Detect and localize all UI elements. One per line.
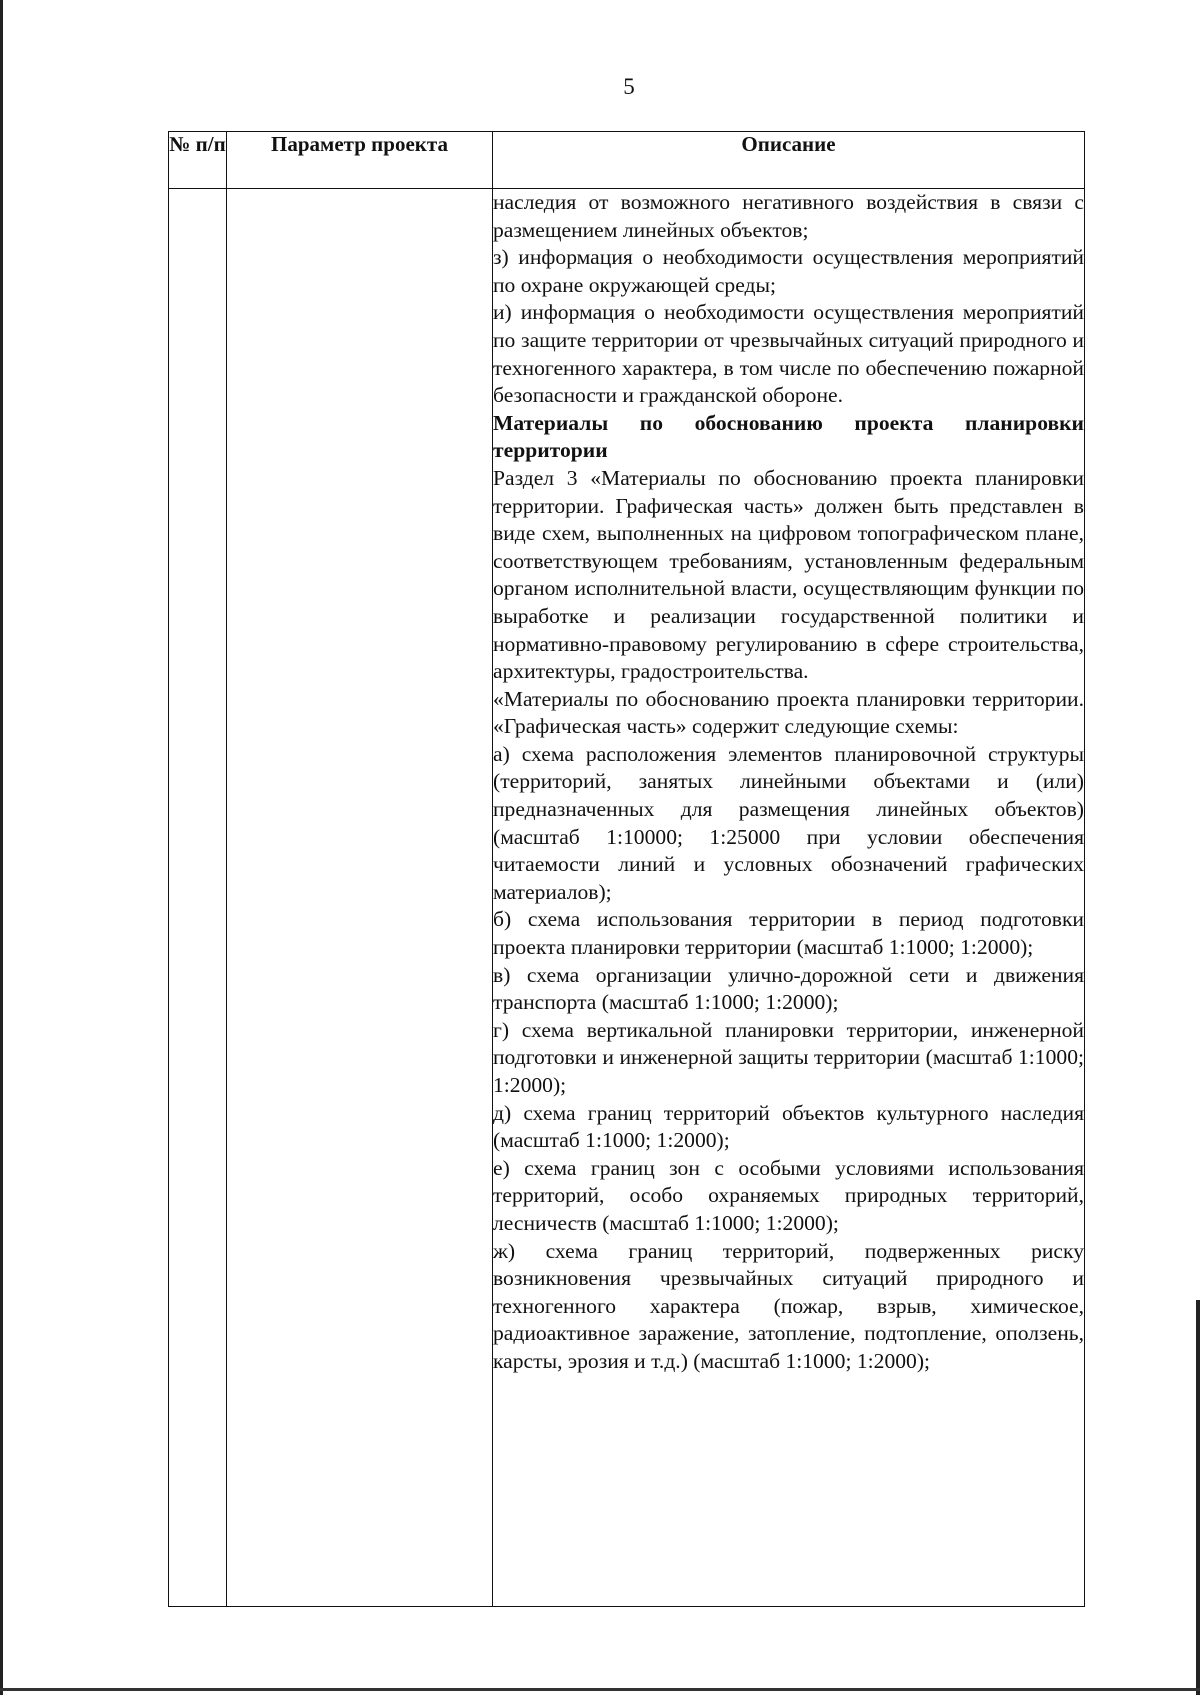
- table-header-row: [169, 132, 1085, 189]
- table-row: [169, 189, 1085, 1607]
- scan-edge-right: [1196, 1300, 1200, 1695]
- list-item: д) схема границ территорий объектов культурного наследия (масштаб 1:1000; 1:2000);: [493, 1100, 1084, 1153]
- row-description-cell: [493, 189, 1085, 1607]
- header-parameter: Параметр проекта: [227, 132, 493, 189]
- row-parameter-cell: [227, 189, 493, 1607]
- list-item: е) схема границ зон с особыми условиями использования территорий, особо охраняемых природных территорий, лесничеств (масштаб 1:1000; 1:2000);: [493, 1155, 1084, 1235]
- description-paragraph: Раздел 3 «Материалы по обоснованию проекта планировки территории. Графическая часть» должен быть представлен в виде схем, выполненных на цифровом топографическом плане, соответствующем требованиям, установленным федеральным органом исполнительной власти, осуществляющим функции по выработке и реализации государственной политики и нормативно-правовому регулированию в сфере строительства, архитектуры, градостроительства.: [493, 465, 1084, 684]
- description-paragraph: з) информация о необходимости осуществления мероприятий по охране окружающей среды;: [493, 245, 1084, 297]
- scan-edge-left: [0, 0, 3, 1695]
- header-number: № п/п: [169, 132, 227, 189]
- header-description: Описание: [493, 132, 1085, 189]
- parameters-table: [168, 131, 1085, 1607]
- section-heading: Материалы по обоснованию проекта планировки территории: [493, 410, 1084, 463]
- row-number-cell: [169, 189, 227, 1607]
- list-item: г) схема вертикальной планировки территории, инженерной подготовки и инженерной защиты территории (масштаб 1:1000; 1:2000);: [493, 1017, 1084, 1097]
- page-number: 5: [623, 74, 635, 99]
- list-item: а) схема расположения элементов планировочной структуры (территорий, занятых линейными объектами и (или) предназначенных для размещения линейных объектов) (масштаб 1:10000; 1:25000 при условии обеспечения читаемости линий и условных обозначений графических материалов);: [493, 741, 1084, 904]
- list-item: ж) схема границ территорий, подверженных риску возникновения чрезвычайных ситуаций природного и техногенного характера (пожар, взрыв, химическое, радиоактивное заражение, затопление, подтопление, оползень, карсты, эрозия и т.д.) (масштаб 1:1000; 1:2000);: [493, 1238, 1084, 1373]
- description-paragraph: наследия от возможного негативного воздействия в связи с размещением линейных объектов;: [493, 190, 1084, 242]
- list-item: в) схема организации улично-дорожной сети и движения транспорта (масштаб 1:1000; 1:2000);: [493, 962, 1084, 1015]
- list-item: б) схема использования территории в период подготовки проекта планировки территории (масштаб 1:1000; 1:2000);: [493, 907, 1084, 960]
- description-paragraph: и) информация о необходимости осуществления мероприятий по защите территории от чрезвычайных ситуаций природного и техногенного характера, в том числе по обеспечению пожарной безопасности и гражданской обороне.: [493, 300, 1084, 408]
- scan-edge-bottom: [0, 1688, 1200, 1691]
- description-paragraph: «Материалы по обоснованию проекта планировки территории. «Графическая часть» содержит следующие схемы:: [493, 686, 1084, 739]
